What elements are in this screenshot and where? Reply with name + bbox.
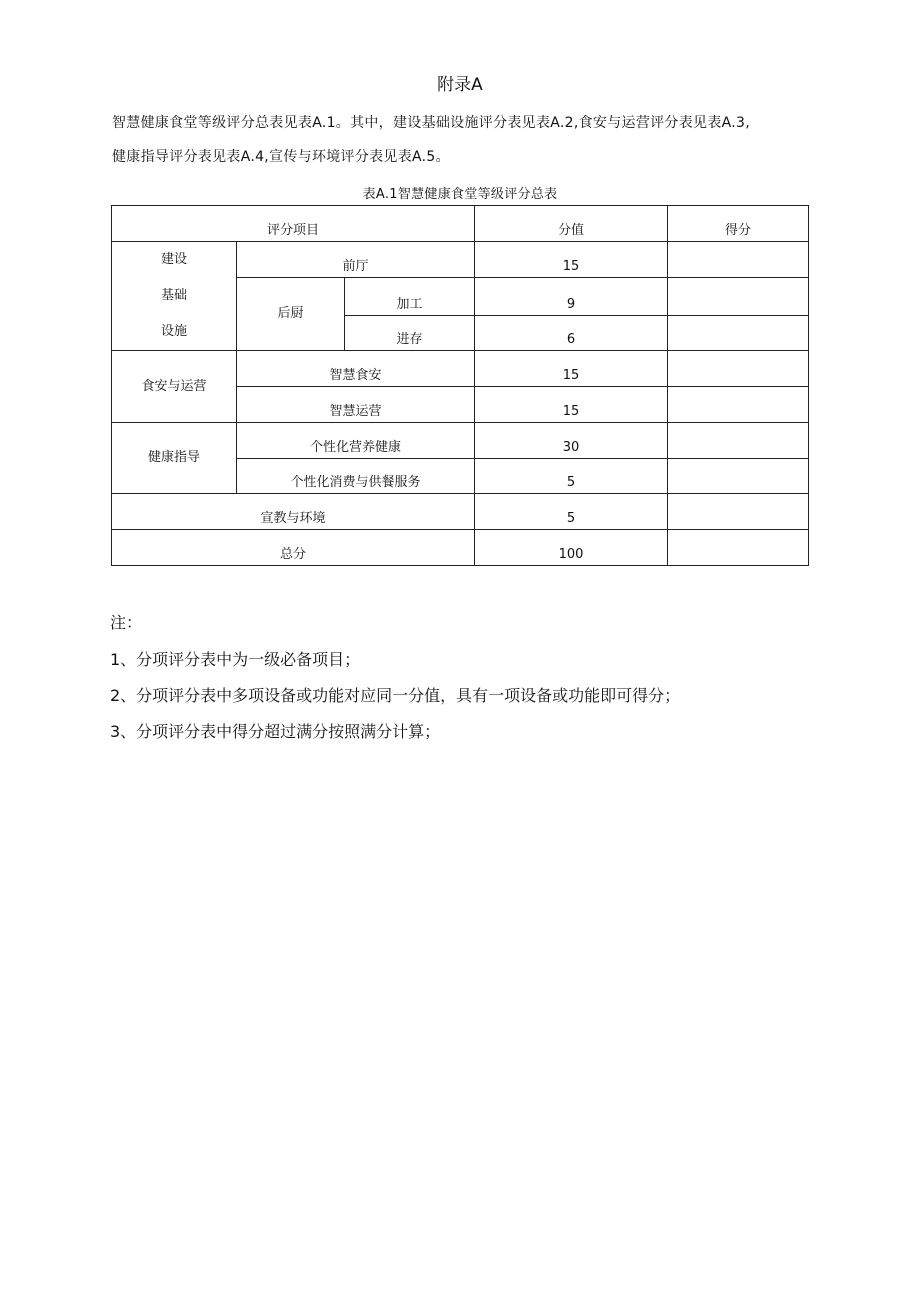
item-processing: 加工 bbox=[345, 278, 475, 316]
score-smart-operation bbox=[668, 387, 809, 423]
item-front-hall: 前厅 bbox=[237, 242, 475, 278]
value-smart-operation: 15 bbox=[475, 387, 668, 423]
category-construction-line-3: 设施 bbox=[160, 324, 187, 339]
value-front-hall: 15 bbox=[475, 242, 668, 278]
score-summary-table bbox=[111, 205, 809, 566]
intro-line-1: 智慧健康食堂等级评分总表见表A.1。其中，建设基础设施评分表见表A.2,食安与运营评分表见表A.3, bbox=[112, 115, 750, 131]
table-row bbox=[112, 242, 809, 278]
item-promotion: 宣教与环境 bbox=[112, 494, 475, 530]
table-total-row bbox=[112, 530, 809, 566]
appendix-title: 附录A bbox=[437, 75, 483, 95]
category-construction-line-1: 建设 bbox=[160, 252, 187, 267]
header-value: 分值 bbox=[475, 206, 668, 242]
notes-heading: 注： bbox=[110, 613, 143, 632]
category-food-safety: 食安与运营 bbox=[112, 351, 237, 423]
note-item: 2、分项评分表中多项设备或功能对应同一分值，具有一项设备或功能即可得分； bbox=[110, 686, 681, 705]
table-caption: 表A.1智慧健康食堂等级评分总表 bbox=[362, 187, 558, 202]
item-back-kitchen: 后厨 bbox=[237, 278, 345, 351]
value-processing: 9 bbox=[475, 278, 668, 316]
item-nutrition: 个性化营养健康 bbox=[237, 423, 475, 459]
item-storage: 进存 bbox=[345, 316, 475, 351]
item-consumption: 个性化消费与供餐服务 bbox=[237, 459, 475, 494]
score-front-hall bbox=[668, 242, 809, 278]
score-total bbox=[668, 530, 809, 566]
table-row bbox=[112, 423, 809, 459]
category-construction-line-2: 基础 bbox=[160, 288, 187, 303]
header-scoring-item: 评分项目 bbox=[112, 206, 475, 242]
item-smart-safety: 智慧食安 bbox=[237, 351, 475, 387]
category-construction bbox=[112, 242, 237, 351]
table-row bbox=[112, 494, 809, 530]
note-item: 3、分项评分表中得分超过满分按照满分计算； bbox=[110, 722, 441, 741]
item-total: 总分 bbox=[112, 530, 475, 566]
value-smart-safety: 15 bbox=[475, 351, 668, 387]
score-consumption bbox=[668, 459, 809, 494]
item-smart-operation: 智慧运营 bbox=[237, 387, 475, 423]
value-storage: 6 bbox=[475, 316, 668, 351]
score-smart-safety bbox=[668, 351, 809, 387]
table-header-row bbox=[112, 206, 809, 242]
header-score: 得分 bbox=[668, 206, 809, 242]
value-total: 100 bbox=[475, 530, 668, 566]
note-item: 1、分项评分表中为一级必备项目； bbox=[110, 650, 361, 669]
table-row bbox=[112, 351, 809, 387]
score-nutrition bbox=[668, 423, 809, 459]
value-consumption: 5 bbox=[475, 459, 668, 494]
category-health: 健康指导 bbox=[112, 423, 237, 494]
score-processing bbox=[668, 278, 809, 316]
score-storage bbox=[668, 316, 809, 351]
score-promotion bbox=[668, 494, 809, 530]
value-nutrition: 30 bbox=[475, 423, 668, 459]
value-promotion: 5 bbox=[475, 494, 668, 530]
intro-line-2: 健康指导评分表见表A.4,宣传与环境评分表见表A.5。 bbox=[112, 149, 450, 165]
